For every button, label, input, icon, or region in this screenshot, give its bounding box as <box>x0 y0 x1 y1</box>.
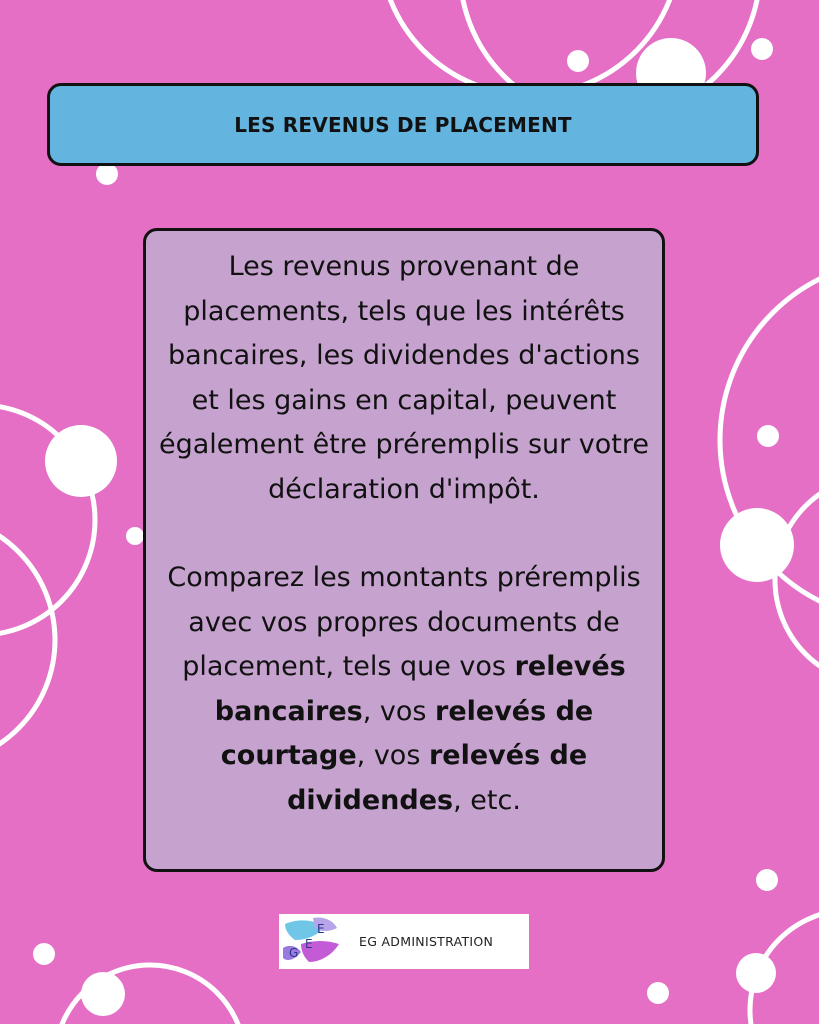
decor-dot <box>567 50 589 72</box>
decor-dot <box>720 508 794 582</box>
paragraph-intro: Les revenus provenant de placements, tels que les intérêts bancaires, les dividendes d'actions et les gains en capital, peuvent également être préremplis sur votre déclaration d'impôt. <box>158 251 650 505</box>
text-segment: , etc. <box>453 784 521 816</box>
decor-dot <box>757 425 779 447</box>
content-card <box>143 228 665 872</box>
decor-ring <box>0 515 55 765</box>
decor-dot <box>751 38 773 60</box>
eg-logo-icon <box>279 914 345 969</box>
decor-dot <box>126 527 144 545</box>
decor-dot <box>756 869 778 891</box>
logo-letter: G <box>289 946 299 960</box>
bold-term-bank-statements: relevés bancaires <box>214 651 626 727</box>
logo-letter: E <box>317 922 325 936</box>
decor-dot <box>96 163 118 185</box>
title-bar <box>47 83 759 166</box>
text-segment: Comparez les montants préremplis avec vos propres documents de placement, tels que vos <box>167 562 641 682</box>
brand-logo <box>279 914 529 969</box>
decor-ring <box>380 0 680 95</box>
text-segment: , vos <box>362 695 436 727</box>
brand-name: EG ADMINISTRATION <box>359 934 494 949</box>
decor-dot <box>736 953 776 993</box>
paragraph-compare <box>156 556 652 823</box>
logo-letter: E <box>305 937 313 951</box>
decor-dot <box>33 943 55 965</box>
bold-term-dividend-statements: relevés de dividendes <box>287 740 588 816</box>
page-title: LES REVENUS DE PLACEMENT <box>234 112 572 137</box>
decor-dot <box>81 972 125 1016</box>
decor-dot <box>45 425 117 497</box>
decor-ring <box>775 475 819 685</box>
decor-dot <box>647 982 669 1004</box>
text-segment: , vos <box>356 740 429 771</box>
bold-term-brokerage-statements: relevés de courtage <box>220 695 594 771</box>
